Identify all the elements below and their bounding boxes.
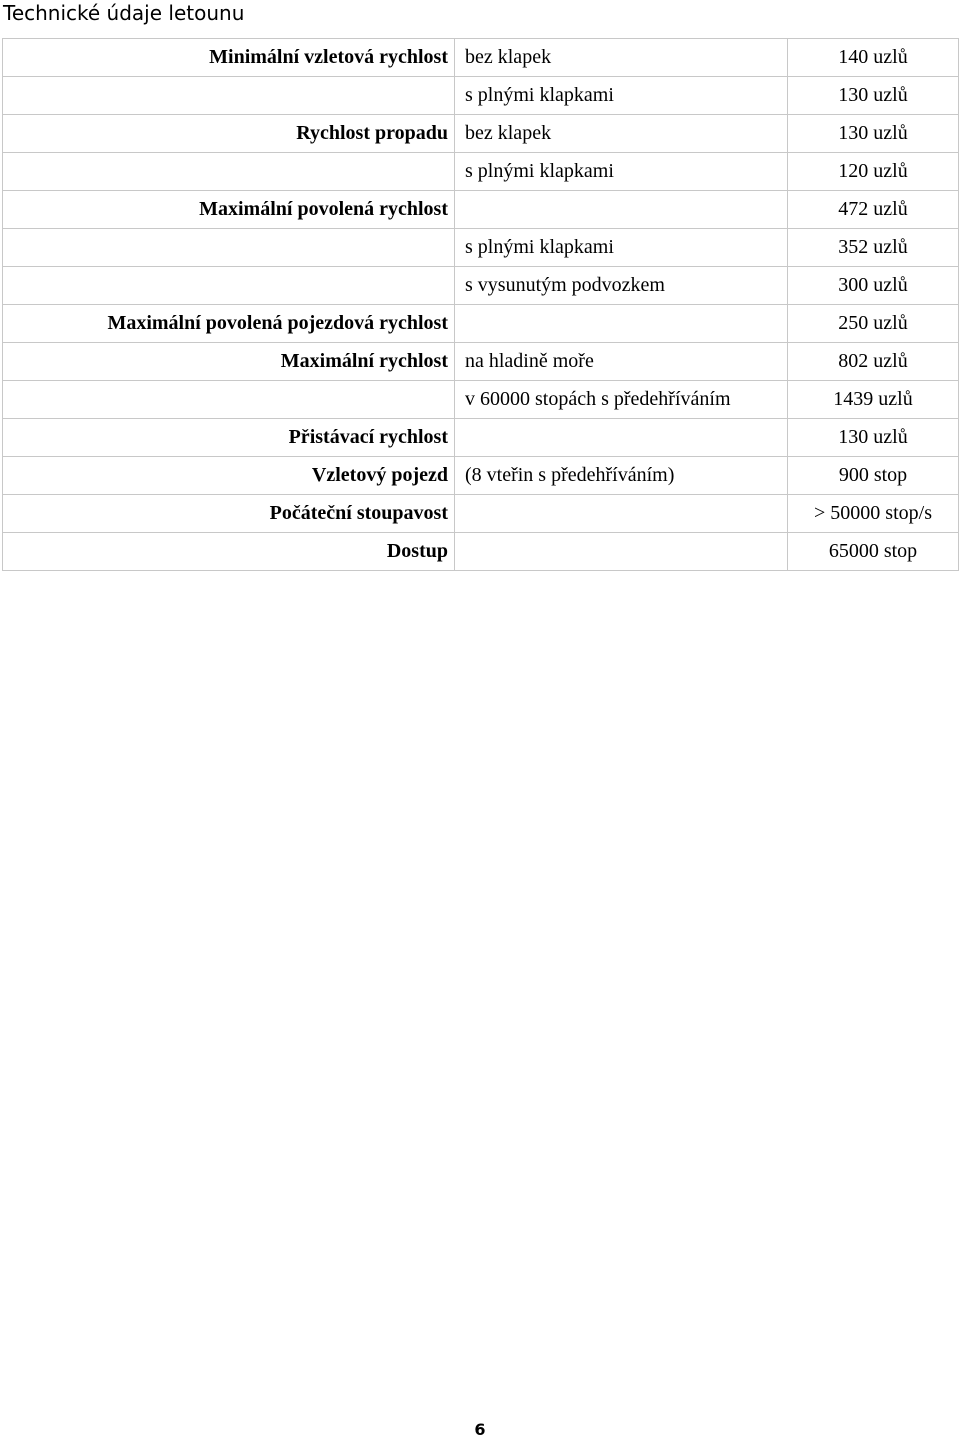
condition-cell [455, 495, 788, 533]
value-cell: 300 uzlů [788, 267, 959, 305]
table-row [3, 39, 959, 77]
parameter-cell [3, 229, 455, 267]
condition-cell: bez klapek [455, 115, 788, 153]
condition-cell: bez klapek [455, 39, 788, 77]
parameter-cell: Maximální rychlost [3, 343, 455, 381]
parameter-cell: Maximální povolená pojezdová rychlost [3, 305, 455, 343]
table-row [3, 381, 959, 419]
value-cell: 130 uzlů [788, 115, 959, 153]
condition-cell: s vysunutým podvozkem [455, 267, 788, 305]
value-cell: 130 uzlů [788, 77, 959, 115]
table-row [3, 153, 959, 191]
value-cell: 352 uzlů [788, 229, 959, 267]
parameter-cell: Rychlost propadu [3, 115, 455, 153]
value-cell: 140 uzlů [788, 39, 959, 77]
page-title: Technické údaje letounu [3, 1, 245, 25]
table-row [3, 77, 959, 115]
table-row [3, 229, 959, 267]
condition-cell: s plnými klapkami [455, 153, 788, 191]
table-row [3, 267, 959, 305]
parameter-cell [3, 267, 455, 305]
table-row [3, 495, 959, 533]
value-cell: 120 uzlů [788, 153, 959, 191]
value-cell: 1439 uzlů [788, 381, 959, 419]
table-row [3, 343, 959, 381]
parameter-cell [3, 153, 455, 191]
condition-cell [455, 533, 788, 571]
value-cell: 65000 stop [788, 533, 959, 571]
parameter-cell: Minimální vzletová rychlost [3, 39, 455, 77]
condition-cell: s plnými klapkami [455, 77, 788, 115]
condition-cell [455, 419, 788, 457]
condition-cell: na hladině moře [455, 343, 788, 381]
value-cell: 250 uzlů [788, 305, 959, 343]
condition-cell: (8 vteřin s předehříváním) [455, 457, 788, 495]
table-row [3, 115, 959, 153]
parameter-cell: Dostup [3, 533, 455, 571]
table-row [3, 191, 959, 229]
table-row [3, 419, 959, 457]
condition-cell [455, 191, 788, 229]
value-cell: > 50000 stop/s [788, 495, 959, 533]
value-cell: 802 uzlů [788, 343, 959, 381]
table-row [3, 457, 959, 495]
page-number: 6 [474, 1420, 486, 1439]
parameter-cell: Vzletový pojezd [3, 457, 455, 495]
value-cell: 900 stop [788, 457, 959, 495]
condition-cell [455, 305, 788, 343]
parameter-cell [3, 381, 455, 419]
condition-cell: s plnými klapkami [455, 229, 788, 267]
condition-cell: v 60000 stopách s předehříváním [455, 381, 788, 419]
aircraft-specs-table [2, 38, 959, 571]
table-row [3, 305, 959, 343]
value-cell: 472 uzlů [788, 191, 959, 229]
parameter-cell [3, 77, 455, 115]
parameter-cell: Počáteční stoupavost [3, 495, 455, 533]
parameter-cell: Přistávací rychlost [3, 419, 455, 457]
table-row [3, 533, 959, 571]
value-cell: 130 uzlů [788, 419, 959, 457]
parameter-cell: Maximální povolená rychlost [3, 191, 455, 229]
